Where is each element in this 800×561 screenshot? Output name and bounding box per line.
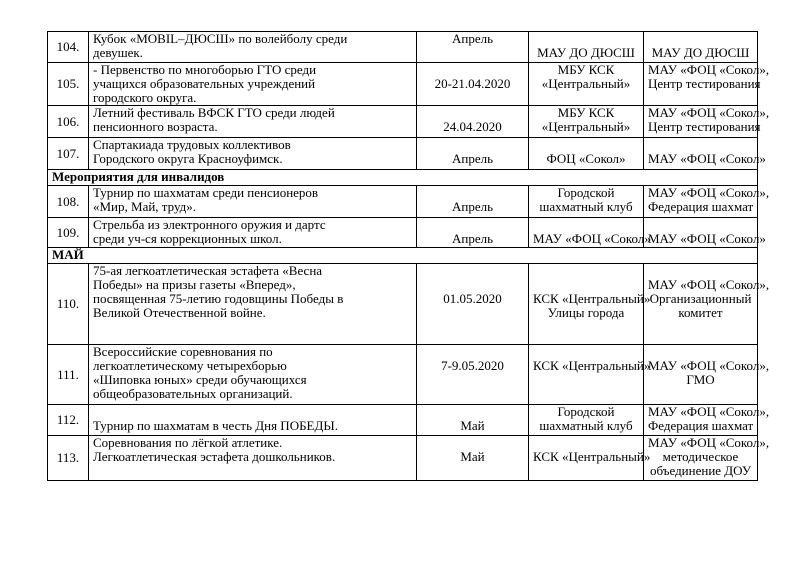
cell-line: объединение ДОУ	[649, 463, 752, 478]
cell-line	[533, 138, 639, 152]
cell-line	[421, 218, 524, 232]
cell-line: Апрель	[451, 231, 494, 246]
cell-line	[533, 218, 639, 232]
cell-line: МАУ ДО ДЮСШ	[651, 45, 750, 60]
cell-line: МАУ ДО ДЮСШ	[537, 45, 635, 60]
row-number: 111.	[48, 345, 89, 405]
cell-line: общеобразовательных организаций.	[93, 386, 293, 401]
cell-line	[421, 278, 524, 292]
cell-line: шахматный клуб	[539, 418, 633, 433]
cell-line: комитет	[678, 305, 723, 320]
cell-line: среди уч-ся коррекционных школ.	[93, 231, 282, 246]
table-row	[48, 218, 758, 248]
cell-line: Федерация шахмат	[648, 199, 754, 214]
cell-line: КСК «Центральный»	[533, 291, 651, 306]
section-row	[48, 170, 758, 186]
event-place-cell	[529, 186, 644, 218]
row-number: 108.	[48, 186, 89, 218]
cell-line: Апрель	[451, 151, 494, 166]
cell-line	[648, 32, 753, 46]
cell-line: Спартакиада трудовых коллективов	[93, 137, 291, 152]
cell-line: легкоатлетическому четырехборью	[93, 358, 287, 373]
cell-line: МАУ «ФОЦ «Сокол»	[648, 231, 766, 246]
cell-line: МАУ «ФОЦ «Сокол»,	[648, 185, 770, 200]
event-place-cell	[529, 405, 644, 436]
event-organizer-cell	[644, 404, 770, 436]
table-row	[48, 32, 758, 63]
cell-line: Соревнования по лёгкой атлетике.	[93, 435, 283, 450]
cell-line: «Центральный»	[541, 119, 631, 134]
row-number: 109.	[48, 218, 89, 248]
cell-line: МАУ «ФОЦ «Сокол»,	[648, 62, 770, 77]
cell-line	[93, 405, 412, 419]
cell-line: городского округа.	[93, 90, 197, 105]
event-organizer-cell	[644, 435, 770, 481]
cell-line: МАУ «ФОЦ «Сокол»	[533, 231, 651, 246]
event-name-cell	[89, 345, 417, 405]
table-row	[48, 138, 758, 170]
cell-line: МАУ «ФОЦ «Сокол»,	[648, 105, 770, 120]
cell-line: 24.04.2020	[443, 119, 502, 134]
cell-line: Кубок «MOBIL–ДЮСШ» по волейболу среди	[93, 31, 348, 46]
event-name-cell	[89, 138, 417, 170]
cell-line	[421, 436, 524, 450]
table-row	[48, 405, 758, 436]
row-number: 110.	[48, 264, 89, 345]
cell-line: 01.05.2020	[443, 291, 502, 306]
event-place-cell	[529, 138, 644, 170]
events-table	[47, 31, 770, 481]
cell-line: Турнир по шахматам в честь Дня ПОБЕДЫ.	[93, 418, 338, 433]
table-row	[48, 186, 758, 218]
cell-line: Центр тестирования	[648, 76, 761, 91]
table-row	[48, 63, 758, 106]
row-number: 104.	[48, 32, 89, 63]
row-number: 112.	[48, 405, 89, 436]
event-name-cell	[89, 186, 417, 218]
event-date-cell	[417, 436, 529, 481]
cell-line: Улицы города	[547, 305, 625, 320]
event-name-cell	[89, 436, 417, 481]
cell-line: КСК «Центральный»	[533, 358, 651, 373]
event-name-cell	[89, 32, 417, 63]
cell-line	[421, 106, 524, 120]
event-date-cell	[417, 138, 529, 170]
cell-line: МАУ «ФОЦ «Сокол»,	[648, 277, 770, 292]
cell-line: Апрель	[451, 199, 494, 214]
cell-line: Победы» на призы газеты «Вперед»,	[93, 277, 296, 292]
cell-line: шахматный клуб	[539, 199, 633, 214]
event-name-cell	[89, 405, 417, 436]
section-row	[48, 248, 758, 264]
cell-line: посвященная 75-летию годовщины Победы в	[93, 291, 344, 306]
cell-line: МАУ «ФОЦ «Сокол»	[648, 151, 766, 166]
cell-line	[533, 264, 639, 278]
event-name-cell	[89, 63, 417, 106]
cell-line: Городской	[557, 185, 615, 200]
event-date-cell	[417, 106, 529, 138]
cell-line	[421, 138, 524, 152]
section-title: МАЙ	[48, 248, 758, 264]
event-organizer-cell	[644, 185, 770, 218]
event-date-cell	[417, 63, 529, 106]
cell-line: учащихся образовательных учреждений	[93, 76, 316, 91]
cell-line: «Шиповка юных» среди обучающихся	[93, 372, 307, 387]
event-place-cell	[529, 63, 644, 106]
cell-line	[533, 436, 639, 450]
event-place-cell	[529, 345, 651, 405]
cell-line: «Мир, Май, труд».	[93, 199, 197, 214]
event-name-cell	[89, 218, 417, 248]
event-date-cell	[417, 186, 529, 218]
event-date-cell	[417, 405, 529, 436]
events-table-body	[48, 31, 770, 481]
cell-line: пенсионного возраста.	[93, 119, 218, 134]
cell-line	[648, 264, 753, 278]
event-place-cell	[529, 436, 651, 481]
table-row	[48, 345, 758, 405]
cell-line	[533, 32, 639, 46]
cell-line: МБУ КСК	[557, 105, 615, 120]
cell-line	[648, 138, 753, 152]
event-organizer-cell	[644, 218, 766, 248]
event-place-cell	[529, 32, 644, 63]
event-place-cell	[529, 264, 651, 345]
cell-line: Легкоатлетическая эстафета дошкольников.	[93, 449, 336, 464]
cell-line: МАУ «ФОЦ «Сокол»,	[648, 358, 770, 373]
cell-line: методическое	[662, 449, 739, 464]
cell-line	[421, 405, 524, 419]
event-date-cell	[417, 32, 529, 63]
event-date-cell	[417, 264, 529, 345]
event-date-cell	[417, 218, 529, 248]
cell-line: Май	[460, 449, 485, 464]
cell-line: МБУ КСК	[557, 62, 615, 77]
event-organizer-cell	[644, 105, 770, 138]
row-number: 113.	[48, 436, 89, 481]
cell-line: ФОЦ «Сокол»	[546, 151, 626, 166]
cell-line	[533, 278, 639, 292]
table-row	[48, 106, 758, 138]
cell-line: Организационный	[649, 291, 752, 306]
cell-line: Турнир по шахматам среди пенсионеров	[93, 185, 319, 200]
cell-line: Городской	[557, 404, 615, 419]
event-name-cell	[89, 106, 417, 138]
cell-line: Стрельба из электронного оружия и дартс	[93, 217, 326, 232]
cell-line: Апрель	[451, 31, 494, 46]
event-organizer-cell	[644, 264, 770, 345]
cell-line	[421, 63, 524, 77]
cell-line: МАУ «ФОЦ «Сокол»,	[648, 404, 770, 419]
cell-line: Великой Отечественной войне.	[93, 305, 266, 320]
event-name-cell	[89, 264, 417, 345]
cell-line: 20-21.04.2020	[434, 76, 511, 91]
row-number: 105.	[48, 63, 89, 106]
cell-line: девушек.	[93, 45, 143, 60]
cell-line	[421, 345, 524, 359]
cell-line: «Центральный»	[541, 76, 631, 91]
table-row	[48, 264, 758, 345]
cell-line: ГМО	[686, 372, 715, 387]
cell-line: Май	[460, 418, 485, 433]
cell-line	[421, 186, 524, 200]
event-organizer-cell	[644, 138, 766, 170]
cell-line: Федерация шахмат	[648, 418, 754, 433]
table-row	[48, 436, 758, 481]
event-organizer-cell	[644, 345, 770, 405]
cell-line: 7-9.05.2020	[441, 358, 504, 373]
cell-line: 75-ая легкоатлетическая эстафета «Весна	[93, 263, 323, 278]
row-number: 106.	[48, 106, 89, 138]
cell-line: Городского округа Красноуфимск.	[93, 151, 283, 166]
cell-line: МАУ «ФОЦ «Сокол»,	[648, 435, 770, 450]
event-organizer-cell	[644, 62, 770, 106]
cell-line	[533, 345, 639, 359]
cell-line: Центр тестирования	[648, 119, 761, 134]
row-number: 107.	[48, 138, 89, 170]
event-date-cell	[417, 345, 529, 405]
event-place-cell	[529, 106, 644, 138]
event-place-cell	[529, 218, 651, 248]
cell-line: - Первенство по многоборью ГТО среди	[93, 62, 317, 77]
cell-line: Летний фестиваль ВФСК ГТО среди людей	[93, 105, 335, 120]
cell-line	[648, 345, 753, 359]
event-organizer-cell	[644, 32, 758, 63]
cell-line: Всероссийские соревнования по	[93, 344, 273, 359]
section-title: Мероприятия для инвалидов	[48, 170, 758, 186]
cell-line	[648, 218, 753, 232]
cell-line	[421, 264, 524, 278]
cell-line: КСК «Центральный»	[533, 449, 651, 464]
